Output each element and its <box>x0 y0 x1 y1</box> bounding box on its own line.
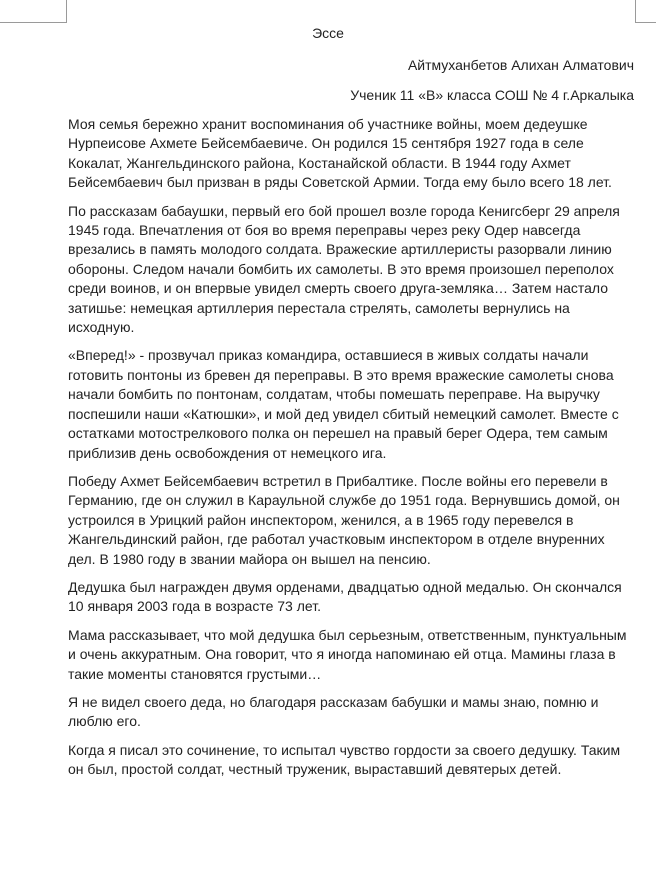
essay-paragraph: Когда я писал это сочинение, то испытал чувство гордости за своего дедушку. Таким он был, простой солдат, честный труженик, выраставший девятерых детей. <box>68 741 621 778</box>
essay-body <box>68 115 636 789</box>
essay-paragraph: По рассказам бабаушки, первый его бой прошел возле города Кенигсберг 29 апреля 1945 года. Впечатления от боя во время переправы через реку Одер навсегда врезались в память молодого солдата. Вражеские артиллеристы разорвали линию обороны. Следом начали бомбить их самолеты. В это время произошел переполох среди воинов, и он впервые увидел смерть своего друга-земляка… Затем настало затишье: немецкая артиллерия перестала стрелять, самолеты вернулись на исходную. <box>68 202 620 336</box>
essay-paragraph: «Вперед!» - прозвучал приказ командира, оставшиеся в живых солдаты начали готовить понтоны из бревен дя переправы. В это время вражеские самолеты снова начали бомбить по понтонам, солдатам, чтобы помешать переправе. На выручку поспешили наши «Катюшки», и мой дед увидел сбитый немецкий самолет. Вместе с остатками мотострелкового полка он перешел на правый берег Одера, тем самым приблизив день освобождения от немецкого ига. <box>68 347 619 461</box>
essay-paragraph: Мама рассказывает, что мой дедушка был серьезным, ответственным, пунктуальным и очень аккуратным. Она говорит, что я иногда напоминаю ей отца. Мамины глаза в такие моменты становятся грустыми… <box>68 626 627 682</box>
essay-paragraph: Моя семья бережно хранит воспоминания об участнике войны, моем дедеушке Нурпеисове Ахмете Бейсембаевиче. Он родился 15 сентября 1927 года в селе Кокалат, Жангельдинского района, Костанайской области. В 1944 году Ахмет Бейсембаевич был призван в ряды Советской Армии. Тогда ему было всего 18 лет. <box>68 116 612 191</box>
essay-paragraph: Победу Ахмет Бейсембаевич встретил в Прибалтике. После войны его перевели в Германию, где он служил в Караульной службе до 1951 года. Вернувшись домой, он устроился в Урицкий район инспектором, женился, а в 1965 году перевелся в Жангельдинский район, где работал участковым инспектором в отделе внуренних дел. В 1980 году в звании майора он вышел на пенсию. <box>68 472 620 567</box>
page-corner-mark-top-left <box>0 0 67 23</box>
essay-paragraph: Я не видел своего деда, но благодаря рассказам бабушки и мамы знаю, помню и люблю его. <box>68 693 599 730</box>
page-corner-mark-top-right <box>635 0 656 23</box>
student-info: Ученик 11 «В» класса СОШ № 4 г.Аркалыка <box>350 87 634 103</box>
author-name: Айтмуханбетов Алихан Алматович <box>407 57 634 73</box>
document-title: Эссе <box>312 25 344 41</box>
essay-paragraph: Дедушка был награжден двумя орденами, двадцатью одной медалью. Он скончался 10 января 2003 года в возрасте 73 лет. <box>68 578 622 615</box>
